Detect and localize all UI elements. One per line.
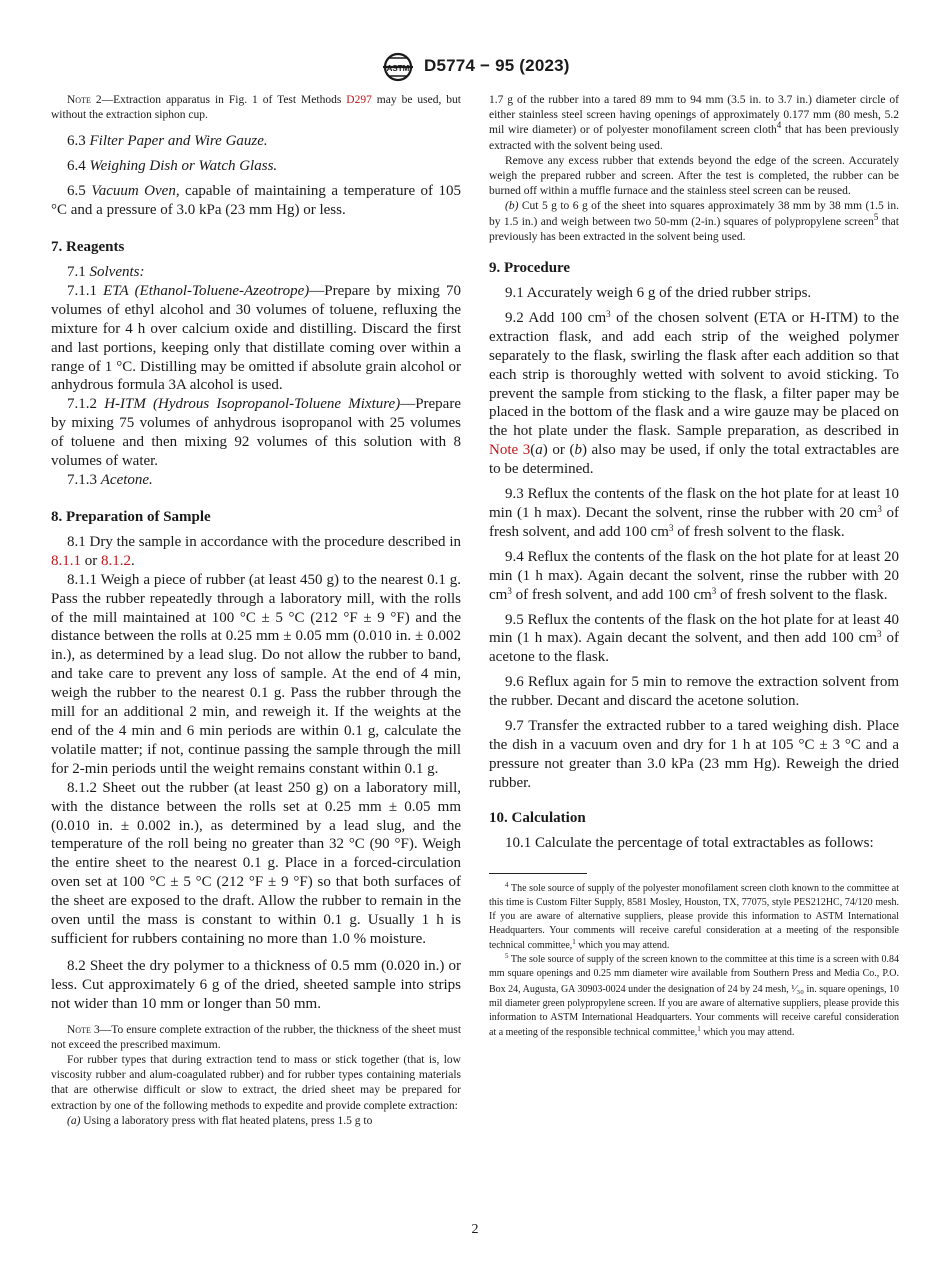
note-3-method-b: (b) Cut 5 g to 6 g of the sheet into squares approximately 38 mm by 38 mm (1.5 in. by 1.5 in.) and weigh between two 50-mm (2-in.) squares of polypropylene screen$^5$ that previously has been extracted in the solvent being used. (489, 200, 899, 243)
note-3-method-a: (a) Using a laboratory press with flat heated platens, press 1.5 g to (67, 1114, 373, 1127)
footnote-ref-4[interactable]: 4 (776, 120, 782, 131)
standard-designation: D5774 − 95 (2023) (424, 56, 570, 75)
right-column (489, 93, 899, 1040)
section-6-5: 6.5 Vacuum Oven, capable of maintaining a temperature of 105 °C and a pressure of 3.0 kPa (23 mm Hg) or less. (51, 183, 462, 219)
section-9-5: 9.5 Reflux the contents of the flask on the hot plate for at least 40 min (1 h max). Again decant the solvent, and then add 100 $cm^3$ of acetone to the flask. (489, 611, 899, 666)
section-9-1: 9.1 Accurately weigh 6 g of the dried rubber strips. (505, 285, 812, 302)
link-d297[interactable]: D297 (346, 94, 372, 106)
note-3-continued: 1.7 g of the rubber into a tared 89 mm to 94 mm (3.5 in. to 3.7 in.) diameter circle of either stainless steel screen having openings of approximately 0.177 mm (80 mesh, 5.2 mil wire diameter) or of polyester monofilament screen cloth$^4$ that has been previously extracted with the solvent being used. (489, 94, 899, 152)
section-7-1: 7.1 Solvents: (67, 264, 145, 281)
section-8-2: 8.2 Sheet the dry polymer to a thickness of 0.5 mm (0.020 in.) or less. Cut approximately 6 g of the dried, sheeted sample into strips not wider than 10 mm or longer than 50 mm. (51, 957, 461, 1012)
section-8-1-2: 8.1.2 Sheet out the rubber (at least 250 g) on a laboratory mill, with the distance between the rolls set at 0.25 mm ± 0.05 mm (0.010 in. ± 0.002 in.), as determined by a lead slug, and the temperature of the roll being no greater than 32 °C (90 °F). Weigh the entire sheet to the nearest 0.1 g. Place in a forced-circulation oven set at 100 °C ± 5 °C (212 °F ± 9 °F) so that both surfaces of the sheet are exposed to the draft. Allow the rubber to remain in the oven until the mass is constant to within 0.1 g. Usually 1 h is sufficient for rubbers containing no more than 1.0 % moisture. (51, 779, 461, 947)
section-7-1-1: 7.1.1 ETA (Ethanol-Toluene-Azeotrope)—Prepare by mixing 70 volumes of ethyl alcohol and 30 volumes of toluene, refluxing the mixture for 4 h over calcium oxide and distilling. Discard the first and last portions, keeping only that distillate coming over within a range of 1 °C. Distilling may be omitted if absolute grain alcohol or anhydrous formula 3A alcohol is used. (51, 282, 461, 394)
page-number: 2 (471, 1222, 479, 1237)
footnote-ref-5[interactable]: 5 (873, 211, 879, 222)
section-9-2: 9.2 Add 100 $cm^3$ of the chosen solvent (ETA or H-ITM) to the extraction flask, and add each strip of the weighed polymer separately to the flask, swirling the flask after each addition so that each strip is thoroughly wetted with solvent to avoid sticking. To prevent the sample from sticking to the flask, a filter paper may be placed in the bottom of the flask and a wire gauze may be placed on the hot plate under the flask. Sample preparation, as described in Note 3(a) or (b) also may be used, if only the total extractables are to be determined. (489, 308, 899, 478)
heading-reagents: 7. Reagents (51, 239, 125, 256)
section-8-1-1: 8.1.1 Weigh a piece of rubber (at least 450 g) to the nearest 0.1 g. Pass the rubber repeatedly through a laboratory mill, with the rolls of the mill maintained at 100 °C ± 5 °C (212 °F ± 9 °F) and the distance between the rolls at 0.25 mm ± 0.05 mm (0.010 in. ± 0.002 in.), as determined by a lead slug. Do not allow the rubber to band, and take care to prevent any loss of sample. At the end of 4 min, weigh the rubber to the nearest 0.1 g. Pass the rubber through the mill for an additional 2 min, and reweigh it. If the weights at the end of the 4 min and 6 min periods are within 0.1 g, calculate the volatile matter; if not, continue passing the sample through the mill for 2-min periods until the weight remains constant within 0.1 g. (51, 571, 461, 777)
section-6-4: 6.4 Weighing Dish or Watch Glass. (67, 158, 278, 175)
heading-preparation-of-sample: 8. Preparation of Sample (51, 508, 211, 525)
left-column (51, 93, 461, 1129)
section-7-1-2: 7.1.2 H-ITM (Hydrous Isopropanol-Toluene Mixture)—Prepare by mixing 75 volumes of anhydrous isopropanol with 25 volumes of toluene and then mixing 92 volumes of this solution with 8 volumes of water. (51, 396, 461, 470)
svg-text:ASTM: ASTM (386, 64, 410, 73)
footnote-4: $^4$ The sole source of supply of the polyester monofilament screen cloth known to the committee at this time is Custom Filter Supply, 8581 Mosley, Houston, TX, 77075, style PES212HC, 74/120 mesh. If you are aware of alternative suppliers, please provide this information to ASTM International Headquarters. Your comments will receive careful consideration at a meeting of the responsible technical committee,$^1$ which you may attend. (489, 880, 899, 951)
link-8-1-1[interactable]: 8.1.1 (51, 552, 81, 569)
section-9-3: 9.3 Reflux the contents of the flask on the hot plate for at least 10 min (1 h max). Decant the solvent, rinse the rubber with 20 $cm^3$ of fresh solvent, and add 100 $cm^3$ of fresh solvent to the flask. (489, 486, 899, 540)
section-10-1: 10.1 Calculate the percentage of total extractables as follows: (505, 834, 874, 851)
note-3-remove-excess: Remove any excess rubber that extends beyond the edge of the screen. Accurately weigh the prepared rubber and screen. After the test is completed, the rubber can be burned off within a muffle furnace and the stainless steel screen can be reused. (489, 154, 899, 198)
page-header (0, 50, 950, 86)
heading-procedure: 9. Procedure (489, 260, 571, 277)
link-8-1-2[interactable]: 8.1.2 (101, 552, 131, 569)
section-9-7: 9.7 Transfer the extracted rubber to a tared weighing dish. Place the dish in a vacuum oven and dry for 1 h at 105 °C ± 3 °C and a pressure not greater than 3.0 kPa (23 mm Hg). Reweigh the dried rubber. (489, 718, 899, 791)
section-6-3: 6.3 Filter Paper and Wire Gauze. (67, 133, 268, 150)
section-8-1: 8.1 Dry the sample in accordance with the procedure described in 8.1.1 or 8.1.2. (51, 533, 461, 569)
note-3-paragraph: For rubber types that during extraction tend to mass or stick together (that is, low viscosity rubber and alum-coagulated rubber) and for rubber types containing materials that are otherwise difficult or slow to extract, the dried sheet may be prepared for extraction by one of the following methods to expedite and provide complete extraction: (51, 1053, 461, 1112)
note-2: Note 2—Extraction apparatus in Fig. 1 of Test Methods D297 may be used, but without the extraction siphon cup. (51, 94, 461, 122)
section-7-1-3: 7.1.3 Acetone. (67, 472, 153, 488)
footnote-divider (489, 873, 587, 874)
footnote-5: $^5$ The sole source of supply of the screen known to the committee at this time is a screen with 0.84 mm square openings and 0.25 mm diameter wire available from Southern Press and Media Co., P.O. Box 24, Augusta, GA 30903-0024 under the designation of 24 by 24 mesh, ¹⁄₃₀ in. square openings, 10 mil diameter green polypropylene screen. If you are aware of alternative suppliers, please provide this information to ASTM International Headquarters. Your comments will receive careful consideration at a meeting of the responsible technical committee,$^1$ which you may attend. (489, 952, 900, 1038)
note-3: Note 3—To ensure complete extraction of the rubber, the thickness of the sheet must not exceed the prescribed maximum. (51, 1023, 462, 1051)
heading-calculation: 10. Calculation (489, 809, 586, 826)
section-9-4: 9.4 Reflux the contents of the flask on the hot plate for at least 20 min (1 h max). Again decant the solvent, rinse the rubber with 20 $cm^3$ of fresh solvent, and add 100 $cm^3$ of fresh solvent to the flask. (489, 548, 899, 603)
link-note-3[interactable]: Note 3 (489, 442, 531, 459)
astm-logo-icon (380, 50, 416, 84)
section-9-6: 9.6 Reflux again for 5 min to remove the extraction solvent from the rubber. Decant and discard the acetone solution. (489, 674, 899, 710)
